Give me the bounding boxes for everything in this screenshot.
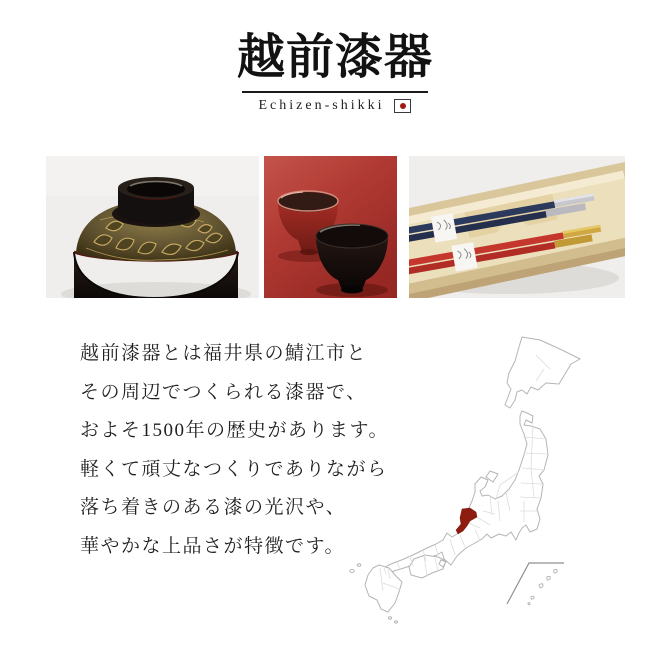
photo-two-bowls	[264, 156, 397, 298]
subtitle-row	[0, 98, 670, 114]
page-subtitle: Echizen-shikki	[258, 98, 385, 114]
description-line: 軽くて頑丈なつくりでありながら	[80, 458, 388, 480]
japan-map-illustration	[340, 325, 670, 655]
description-line: 落ち着きのある漆の光沢や、	[80, 497, 347, 518]
header	[0, 0, 670, 114]
page-title: 越前漆器	[236, 31, 433, 84]
description-line: およそ1500年の歴史があります。	[80, 420, 389, 441]
description-line: 華やかな上品さが特徴です。	[80, 535, 345, 557]
japan-map	[340, 325, 670, 655]
two-bowls-illustration	[264, 156, 397, 298]
photo-lidded-bowl	[46, 156, 259, 298]
description-line: その周辺でつくられる漆器で、	[80, 381, 367, 403]
japan-flag-icon	[394, 99, 411, 113]
product-gallery	[0, 156, 670, 298]
photo-chopsticks-box	[409, 156, 625, 298]
title-underline	[242, 91, 428, 93]
chopsticks-box-illustration	[409, 156, 625, 298]
description-line: 越前漆器とは福井県の鯖江市と	[80, 343, 368, 364]
lidded-bowl-illustration	[46, 156, 259, 298]
